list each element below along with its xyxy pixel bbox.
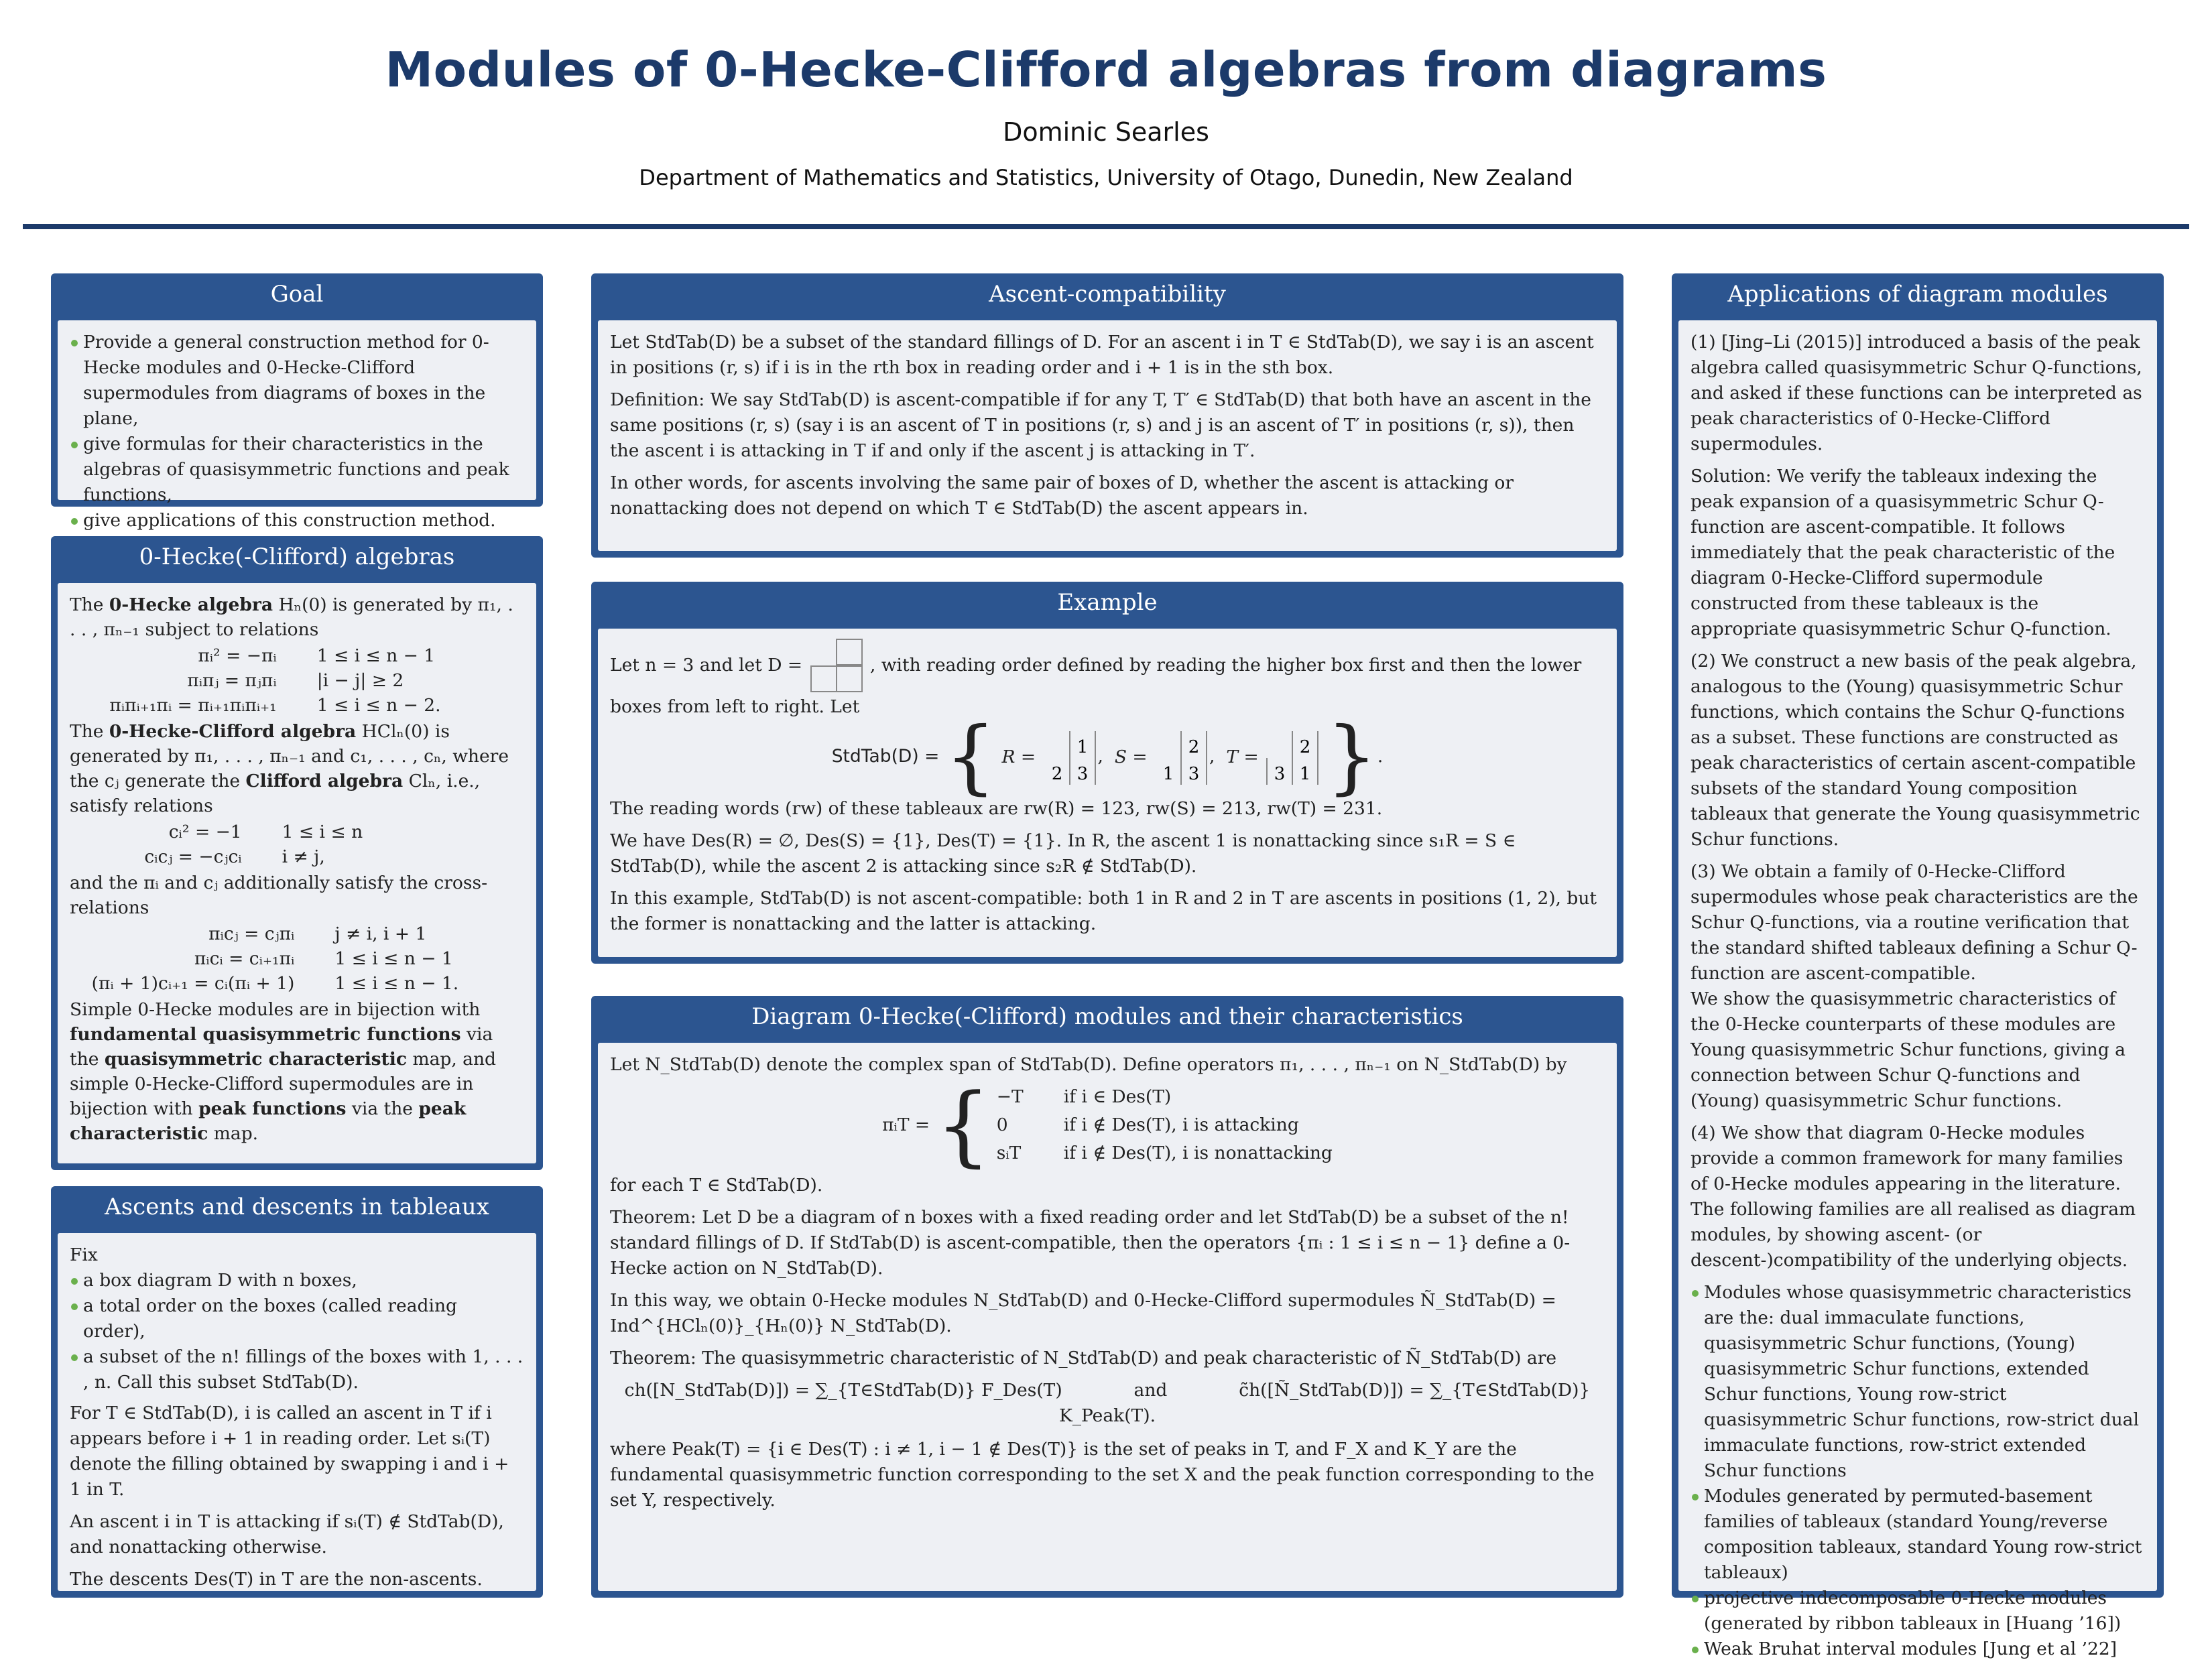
paragraph: Simple 0-Hecke modules are in bijection with fundamental quasisymmetric functions via the quasisymmetric characteristic map, and simple 0-Hecke-Clifford supermodules are in bijection with peak functions via the peak characteristic map. bbox=[70, 999, 497, 1144]
list-item: Modules generated by permuted-basement families of tableaux (standard Young/reverse composition tableaux, standard Young row-strict tableaux) bbox=[1691, 1484, 2145, 1586]
author-name: Dominic Searles bbox=[1003, 117, 1209, 147]
panel-title: Example bbox=[1057, 589, 1158, 616]
paragraph: Fix bbox=[70, 1244, 98, 1265]
panel-title: Ascent-compatibility bbox=[989, 281, 1226, 308]
paragraph: We show the quasisymmetric characteristics of the 0-Hecke counterparts of these modules are Young quasisymmetric Schur functions, giving a connection between Schur Q-functions and (Young) quasisymmetric Schur functions. bbox=[1691, 988, 2126, 1111]
list-item: a total order on the boxes (called reading order), bbox=[70, 1293, 524, 1344]
list-item: a box diagram D with n boxes, bbox=[70, 1268, 524, 1293]
panel-title: Goal bbox=[270, 281, 324, 308]
list-item: Modules whose quasisymmetric characteristics are the: dual immaculate functions, quasisymmetric Schur functions, (Young) quasisymmetric Schur functions, extended Schur functions, Young row-strict quasisymmetric Schur functions, row-strict dual immaculate functions, row-strict extended Schur functions bbox=[1691, 1280, 2145, 1484]
panel-body bbox=[58, 583, 536, 1163]
paragraph: In this way, we obtain 0-Hecke modules N_StdTab(D) and 0-Hecke-Clifford supermodules Ñ_StdTab(D) = Ind^{HClₙ(0)}_{Hₙ(0)} N_StdTab(D). bbox=[610, 1290, 1556, 1336]
paragraph: (1) [Jing–Li (2015)] introduced a basis of the peak algebra called quasisymmetric Schur Q-functions, and asked if these functions can be interpreted as peak characteristics of 0-Hecke-Clifford supermodules. bbox=[1691, 332, 2142, 454]
svg-text:1: 1 bbox=[1077, 737, 1088, 757]
paragraph: (3) We obtain a family of 0-Hecke-Clifford supermodules whose peak characteristics are the Schur Q-functions, via a routine verification that the standard shifted tableaux defining a Schur Q-function are ascent-compatible. bbox=[1691, 861, 2138, 984]
svg-text:3: 3 bbox=[1188, 764, 1200, 784]
paragraph: where Peak(T) = {i ∈ Des(T) : i ≠ 1, i − 1 ∉ Des(T)} is the set of peaks in T, and F_X and K_Y are the fundamental quasisymmetric function corresponding to the set X and the peak function corresponding to the set Y, respectively. bbox=[610, 1439, 1595, 1511]
diagram-d bbox=[808, 638, 865, 694]
algebras-panel bbox=[51, 536, 543, 1170]
ascents-panel bbox=[51, 1186, 543, 1598]
header-rule bbox=[23, 224, 2189, 229]
relations: πᵢcⱼ = cⱼπᵢ j ≠ i, i + 1 πᵢcᵢ = cᵢ₊₁πᵢ 1 ≤ i ≤ n − 1 (πᵢ + 1)cᵢ₊₁ = cᵢ(πᵢ + 1) 1 ≤ i ≤ n − 1. bbox=[91, 923, 459, 994]
paragraph: (2) We construct a new basis of the peak algebra, analogous to the (Young) quasisymmetric Schur functions, which contains the Schur Q-functions as a subset. These functions are constructed as peak characteristics of certain ascent-compatible subsets of the standard Young composition tableaux that generate the Young quasisymmetric Schur functions. bbox=[1691, 651, 2140, 850]
paragraph: An ascent i in T is attacking if sᵢ(T) ∉ StdTab(D), and nonattacking otherwise. bbox=[70, 1511, 504, 1557]
paragraph: In this example, StdTab(D) is not ascent-compatible: both 1 in R and 2 in T are ascents in positions (1, 2), but the former is nonattacking and the latter is attacking. bbox=[610, 888, 1597, 934]
example-panel bbox=[591, 582, 1623, 964]
list-item: projective indecomposable 0-Hecke modules (generated by ribbon tableaux in [Huang ’16]) bbox=[1691, 1586, 2145, 1637]
paragraph: Definition: We say StdTab(D) is ascent-compatible if for any T, T′ ∈ StdTab(D) that both have an ascent in the same positions (r, s) (say i is an ascent of T in positions (r, s) and j is an ascent of T′ in positions (r, s)), then the ascent i is attacking in T if and only if the ascent j is attacking in T′. bbox=[610, 389, 1591, 461]
applications-panel bbox=[1672, 273, 2164, 1659]
paragraph: In other words, for ascents involving the same pair of boxes of D, whether the ascent is attacking or nonattacking does not depend on which T ∈ StdTab(D) the ascent appears in. bbox=[610, 472, 1514, 519]
list-item: Weak Bruhat interval modules [Jung et al ’22] bbox=[1691, 1637, 2145, 1662]
panel-title: Diagram 0-Hecke(-Clifford) modules and their characteristics bbox=[751, 1003, 1463, 1030]
affiliation: Department of Mathematics and Statistics, University of Otago, Dunedin, New Zealand bbox=[639, 165, 1573, 190]
paragraph: The descents Des(T) in T are the non-ascents. bbox=[70, 1569, 483, 1590]
characteristic-formulas: ch([N_StdTab(D)]) = ∑_{T∈StdTab(D)} F_Des(T) and c̃h([Ñ_StdTab(D)]) = ∑_{T∈StdTab(D)} K_Peak(T). bbox=[624, 1380, 1591, 1426]
paragraph: For T ∈ StdTab(D), i is called an ascent in T if i appears before i + 1 in reading order. Let sᵢ(T) denote the filling obtained by swapping i and i + 1 in T. bbox=[70, 1403, 509, 1500]
paragraph: Theorem: Let D be a diagram of n boxes with a fixed reading order and let StdTab(D) be a subset of the n! standard fillings of D. If StdTab(D) is ascent-compatible, then the operators {πᵢ : 1 ≤ i ≤ n − 1} define a 0-Hecke action on N_StdTab(D). bbox=[610, 1207, 1571, 1279]
svg-text:2: 2 bbox=[1299, 737, 1311, 757]
svg-text:1: 1 bbox=[1162, 764, 1174, 784]
list-item: give formulas for their characteristics in the algebras of quasisymmetric functions and peak functions, bbox=[70, 432, 524, 508]
list-item: Provide a general construction method for 0-Hecke modules and 0-Hecke-Clifford supermodules from diagrams of boxes in the plane, bbox=[70, 330, 524, 432]
paragraph: We have Des(R) = ∅, Des(S) = {1}, Des(T) = {1}. In R, the ascent 1 is nonattacking since s₁R = S ∈ StdTab(D), while the ascent 2 is attacking since s₂R ∉ StdTab(D). bbox=[610, 830, 1516, 877]
svg-text:1: 1 bbox=[1299, 764, 1311, 784]
list-item: a subset of the n! fillings of the boxes with 1, . . . , n. Call this subset StdTab(D). bbox=[70, 1344, 524, 1395]
paragraph: The 0-Hecke-Clifford algebra HClₙ(0) is generated by π₁, . . . , πₙ₋₁ and c₁, . . . , cₙ, where the cⱼ generate the Clifford algebra Clₙ, i.e., satisfy relations bbox=[70, 721, 509, 816]
tableau-t: T = 2 3 1 bbox=[1226, 737, 1311, 784]
paragraph: Let StdTab(D) be a subset of the standard fillings of D. For an ascent i in T ∈ StdTab(D), we say i is an ascent in positions (r, s) if i is in the rth box in reading order and i + 1 is in the sth box. bbox=[610, 332, 1594, 378]
tableau-s: S = 2 1 3 bbox=[1114, 737, 1200, 784]
poster-header bbox=[0, 0, 2212, 228]
paragraph: Let n = 3 and let D = , with reading order defined by reading the higher box first and then the lower boxes from left to right. Let bbox=[610, 638, 1605, 720]
panel-body bbox=[598, 1043, 1617, 1591]
paragraph: for each T ∈ StdTab(D). bbox=[610, 1175, 823, 1196]
list-item: give applications of this construction method. bbox=[70, 508, 524, 533]
paragraph: Let N_StdTab(D) denote the complex span of StdTab(D). Define operators π₁, . . . , πₙ₋₁ on N_StdTab(D) by bbox=[610, 1054, 1567, 1075]
pi-action-cases: πᵢT = { −T if i ∈ Des(T) 0 if i ∉ Des(T), i is attacking sᵢT if i ∉ Des(T), i is nonattacking bbox=[882, 1074, 1333, 1176]
paragraph: The reading words (rw) of these tableaux are rw(R) = 123, rw(S) = 213, rw(T) = 231. bbox=[610, 798, 1383, 819]
relations: πᵢ² = −πᵢ 1 ≤ i ≤ n − 1 πᵢπⱼ = πⱼπᵢ |i − j| ≥ 2 πᵢπᵢ₊₁πᵢ = πᵢ₊₁πᵢπᵢ₊₁ 1 ≤ i ≤ n − 2. bbox=[109, 645, 441, 716]
modules-panel bbox=[591, 996, 1623, 1598]
compat-panel bbox=[591, 273, 1623, 558]
goal-panel bbox=[51, 273, 543, 531]
paragraph: and the πᵢ and cⱼ additionally satisfy the cross-relations bbox=[70, 873, 488, 918]
svg-text:2: 2 bbox=[1051, 764, 1062, 784]
panel-body bbox=[1678, 320, 2157, 1659]
panel-title: 0-Hecke(-Clifford) algebras bbox=[139, 544, 455, 570]
panel-title: Ascents and descents in tableaux bbox=[105, 1194, 489, 1220]
panel-title: Applications of diagram modules bbox=[1727, 281, 2108, 308]
svg-text:2: 2 bbox=[1188, 737, 1200, 757]
tableau-r: R = 1 2 3 bbox=[1001, 737, 1088, 784]
poster-title: Modules of 0-Hecke-Clifford algebras from diagrams bbox=[385, 42, 1827, 98]
svg-text:3: 3 bbox=[1274, 764, 1286, 784]
panel-body bbox=[58, 320, 536, 531]
paragraph: Theorem: The quasisymmetric characteristic of N_StdTab(D) and peak characteristic of Ñ_StdTab(D) are bbox=[610, 1348, 1557, 1368]
paragraph: The 0-Hecke algebra Hₙ(0) is generated by π₁, . . . , πₙ₋₁ subject to relations bbox=[70, 594, 513, 640]
paragraph: Solution: We verify the tableaux indexing the peak expansion of a quasisymmetric Schur Q-function are ascent-compatible. It follows immediately that the peak characteristic of the diagram 0-Hecke-Clifford supermodule constructed from these tableaux is the appropriate quasisymmetric Schur Q-function. bbox=[1691, 466, 2115, 639]
svg-text:3: 3 bbox=[1077, 764, 1088, 784]
relations: cᵢ² = −1 1 ≤ i ≤ n cᵢcⱼ = −cⱼcᵢ i ≠ j, bbox=[144, 822, 363, 867]
stdtab-display: StdTab(D) = { R = 1 2 3 , S = 2 1 3 , T = 2 3 1 }. bbox=[831, 710, 1384, 804]
paragraph: (4) We show that diagram 0-Hecke modules provide a common framework for many families of 0-Hecke modules appearing in the literature. The following families are all realised as diagram modules, by showing ascent- (or descent-)compatibility of the underlying objects. bbox=[1691, 1123, 2136, 1271]
panel-body bbox=[58, 1233, 536, 1591]
panel-body bbox=[598, 320, 1617, 551]
panel-body bbox=[598, 629, 1617, 957]
